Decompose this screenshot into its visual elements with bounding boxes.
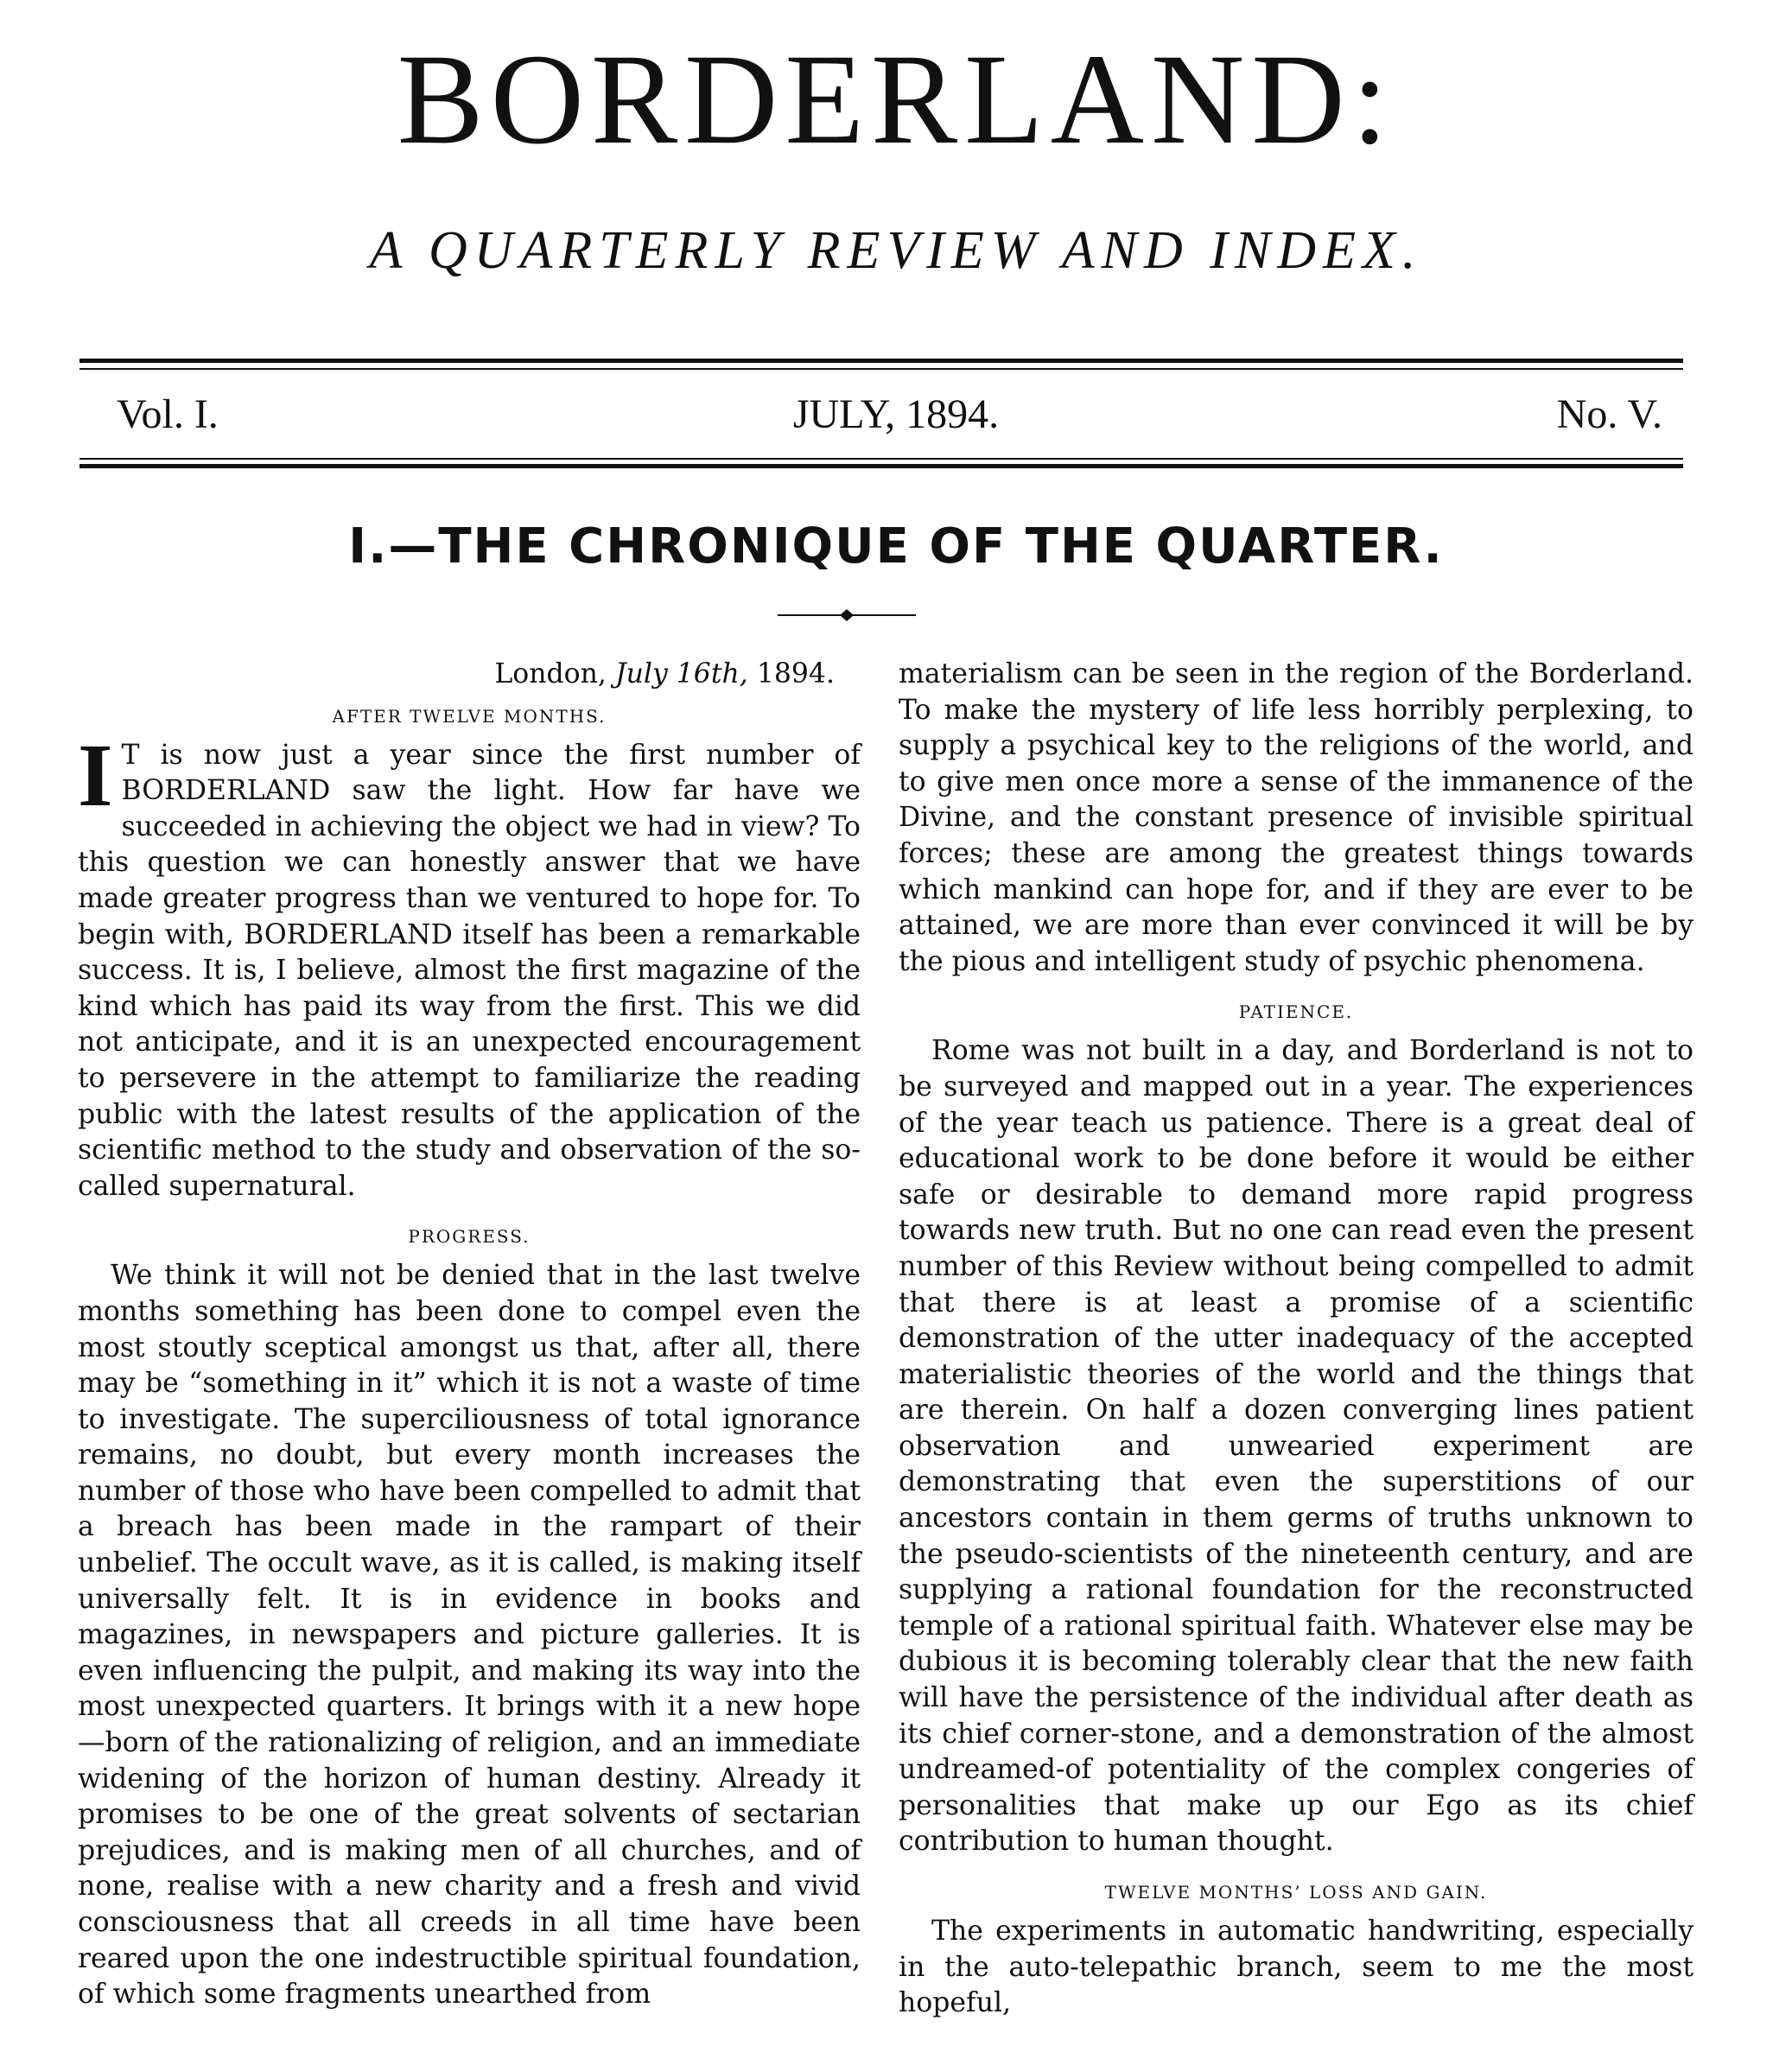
heading-after-twelve-months: AFTER TWELVE MONTHS. — [332, 705, 607, 727]
paragraph-continuation: materialism can be seen in the region of the Borderland. To make the mystery of life less horribly perplexing, to supply a psychical key to the religions of the world, and to give men once more a sense of the immanence of the Divine, and the constant presence of invisible spiritual forces; these are among the greatest things towards which mankind can hope for, and if they are ever to be attained, we are more than ever convinced it will be by the pious and intelligent study of psychic phenomena. — [899, 658, 1694, 977]
heading-progress: PROGRESS. — [408, 1226, 531, 1248]
paragraph-after-twelve-months — [78, 725, 861, 1205]
dateline-year: 1894. — [756, 658, 835, 689]
paragraph-loss-and-gain: The experiments in automatic handwriting, especially in the auto-telepathic branch, seem to me the most hopeful, — [899, 1916, 1694, 2019]
paragraph-progress: We think it will not be denied that in the last twelve months something has been done to compel even the most stoutly sceptical amongst us that, after all, there may be “something in it” which it is not a waste of time to investigate. The superciliousness of total ignorance remains, no doubt, but every month increases the number of those who have been compelled to admit that a breach has been made in the rampart of their unbelief. The occult wave, as it is called, is making itself universally felt. It is in evidence in books and magazines, in newspapers and picture galleries. It is even influencing the pulpit, and making its way into the most unexpected quarters. It brings with it a new hope—born of the rationalizing of religion, and an immediate widening of the horizon of human destiny. Already it promises to be one of the great solvents of sectarian prejudices, and is making men of all churches, and of none, realise with a new charity and a fresh and vivid consciousness that all creeds in all time have been reared upon the one indestructible spiritual foundation, of which some fragments unearthed from — [78, 1260, 861, 2011]
dateline — [78, 657, 861, 693]
left-column — [78, 657, 861, 2013]
top-rule-thin — [79, 368, 1683, 370]
bottom-rule-thin — [79, 458, 1683, 460]
right-column — [899, 657, 1694, 2022]
bottom-rule-thick — [79, 464, 1683, 468]
dateline-date: July 16th, — [614, 658, 748, 689]
masthead-title: BORDERLAND: — [397, 28, 1395, 171]
issue-date: JULY, 1894. — [792, 391, 1000, 437]
issue-line — [0, 391, 1792, 442]
section-title: I.—THE CHRONIQUE OF THE QUARTER. — [348, 518, 1444, 575]
top-rule-thick — [79, 359, 1683, 363]
masthead-subtitle: A QUARTERLY REVIEW AND INDEX. — [369, 221, 1423, 280]
paragraph-patience: Rome was not built in a day, and Borderland is not to be surveyed and mapped out in a year. The experiences of the year teach us patience. There is a great deal of educational work to be done before it would be either safe or desirable to demand more rapid progress towards new truth. But no one can read even the present number of this Review without being compelled to admit that there is at least a promise of a scientific demonstration of the utter inadequacy of the accepted materialistic theories of the world and the things that are therein. On half a dozen converging lines patient observation and unwearied experiment are demonstrating that even the superstitions of our ancestors contain in them germs of truths unknown to the pseudo-scientists of the nineteenth century, and are supplying a rational foundation for the reconstructed temple of a rational spiritual faith. Whatever else may be dubious it is becoming tolerably clear that the new faith will have the persistence of the individual after death as its chief corner-stone, and a demonstration of the almost undreamed-of potentiality of the complex congeries of personalities that make up our Ego as its chief contribution to human thought. — [899, 1035, 1694, 1858]
diamond-ornament-icon — [778, 609, 916, 621]
paragraph-text: T is now just a year since the first number of BORDERLAND saw the light. How far have we succeeded in achieving the object we had in view? To this question we can honestly answer that we have made greater progress than we ventured to hope for. To begin with, BORDERLAND itself has been a remarkable success. It is, I believe, almost the first magazine of the kind which has paid its way from the first. This we did not anticipate, and it is an unexpected encouragement to persevere in the attempt to familiarize the reading public with the latest results of the application of the scientific method to the study and observation of the so-called supernatural. — [78, 739, 861, 1202]
heading-loss-and-gain: TWELVE MONTHS’ LOSS AND GAIN. — [1104, 1882, 1488, 1903]
drop-cap: I — [78, 725, 113, 825]
issue-number: No. V. — [1556, 391, 1662, 437]
volume-label: Vol. I. — [117, 391, 219, 437]
dateline-place: London, — [494, 658, 607, 689]
heading-patience: PATIENCE. — [1238, 1001, 1354, 1023]
